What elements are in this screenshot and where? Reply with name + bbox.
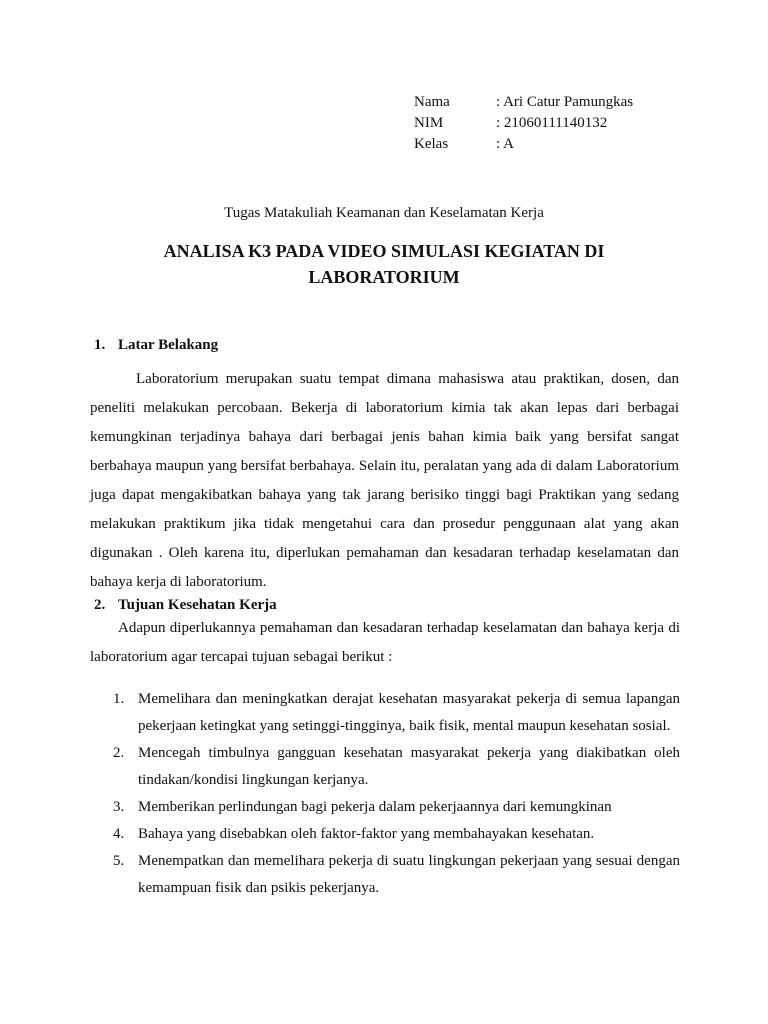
identity-value: : Ari Catur Pamungkas xyxy=(496,94,634,110)
list-item xyxy=(113,794,680,821)
section-heading-2 xyxy=(94,597,277,614)
list-number: 3. xyxy=(113,799,125,815)
list-text: Memberikan perlindungan bagi pekerja dalam pekerjaannya dari kemungkinan xyxy=(138,799,612,815)
list-item xyxy=(113,821,680,848)
list-number: 1. xyxy=(113,691,125,707)
intro-line-2: laboratorium agar tercapai tujuan sebagai berikut : xyxy=(90,649,393,665)
identity-row-class xyxy=(414,134,633,155)
list-text: Bahaya yang disebabkan oleh faktor-faktor yang membahayakan kesehatan. xyxy=(138,826,595,842)
identity-row-nim xyxy=(414,113,633,134)
list-number: 4. xyxy=(113,826,125,842)
identity-row-name xyxy=(414,92,633,113)
section-number: 1. xyxy=(94,337,106,353)
identity-label: Kelas xyxy=(414,136,449,152)
list-text: Mencegah timbulnya gangguan kesehatan masyarakat pekerja yang diakibatkan oleh tindakan/kondisi lingkungan kerjanya. xyxy=(138,745,680,788)
list-item xyxy=(113,740,680,794)
section-title: Tujuan Kesehatan Kerja xyxy=(118,597,277,613)
title-line-1: ANALISA K3 PADA VIDEO SIMULASI KEGIATAN DI xyxy=(163,241,605,261)
identity-value: : 21060111140132 xyxy=(496,115,608,131)
course-name: Tugas Matakuliah Keamanan dan Keselamatan Kerja xyxy=(224,205,544,221)
paragraph-text: Laboratorium merupakan suatu tempat dimana mahasiswa atau praktikan, dosen, dan peneliti melakukan percobaan. Bekerja di laboratorium kimia tak akan lepas dari berbagai kemungkinan terjadinya bahaya dari berbagai jenis bahan kimia baik yang bersifat sangat berbahaya maupun yang bersifat berbahaya. Selain itu, peralatan yang ada di dalam Laboratorium juga dapat mengakibatkan bahaya yang tak jarang berisiko tinggi bagi Praktikan yang sedang melakukan praktikum jika tidak mengetahui cara dan prosedur penggunaan alat yang akan digunakan . Oleh karena itu, diperlukan pemahaman dan kesadaran terhadap keselamatan dan bahaya kerja di laboratorium. xyxy=(90,371,679,590)
list-item xyxy=(113,848,680,902)
list-text: Menempatkan dan memelihara pekerja di suatu lingkungan pekerjaan yang sesuai dengan kemampuan fisik dan psikis pekerjanya. xyxy=(138,853,680,896)
list-number: 5. xyxy=(113,853,125,869)
list-item xyxy=(113,686,680,740)
objectives-list xyxy=(113,686,680,902)
section-heading-1 xyxy=(94,337,218,354)
objectives-intro xyxy=(90,614,680,672)
section-title: Latar Belakang xyxy=(118,337,219,353)
identity-label: Nama xyxy=(414,94,450,110)
background-paragraph xyxy=(90,365,679,597)
document-title xyxy=(0,238,768,290)
section-number: 2. xyxy=(94,597,106,613)
identity-block xyxy=(414,92,633,155)
list-number: 2. xyxy=(113,745,125,761)
title-line-2: LABORATORIUM xyxy=(308,267,460,287)
intro-line-1: Adapun diperlukannya pemahaman dan kesadaran terhadap keselamatan dan bahaya kerja di xyxy=(118,620,680,636)
identity-label: NIM xyxy=(414,115,444,131)
list-text: Memelihara dan meningkatkan derajat kesehatan masyarakat pekerja di semua lapangan pekerjaan ketingkat yang setinggi-tingginya, baik fisik, mental maupun kesehatan sosial. xyxy=(138,691,680,734)
identity-value: : A xyxy=(496,136,514,152)
